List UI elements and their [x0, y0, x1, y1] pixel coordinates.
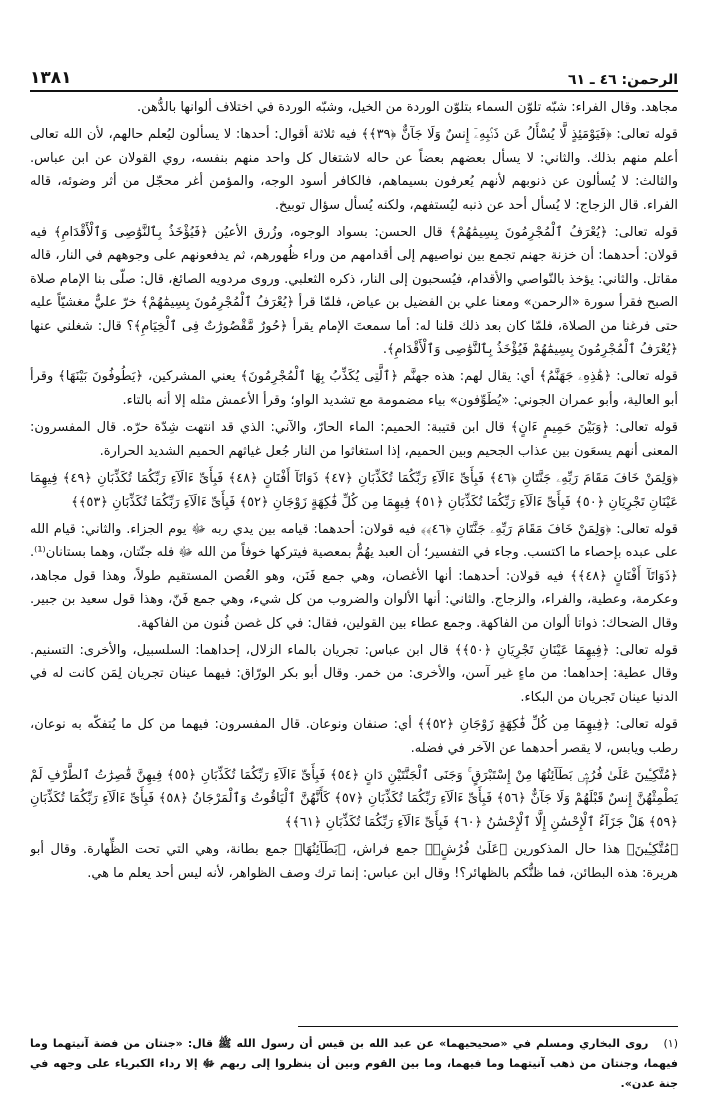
paragraph: قوله تعالى: ﴿وَبَيْنَ حَمِيمٍ ءَانٍ﴾ قال ابن قتيبة: الحميم: الماء الحارّ، والآني: الذي قد انتهت شِدّة حرّه. قال المفسرون: المعنى أنهم يسعَون بين عذاب الجحيم وبين الحميم، إذا استغاثوا من النار جُعل غياثهم الحميم الشديد الحرارة. [30, 420, 678, 459]
paragraph: قوله تعالى: ﴿هَٰذِهِۦ جَهَنَّمُ﴾ أي: يقال لهم: هذه جهنَّم ﴿ٱلَّتِى يُكَذِّبُ بِهَا ٱلْمُجْرِمُونَ﴾ يعني المشركين، ﴿يَطُوفُونَ بَيْنَهَا﴾ وقرأ أبو العالية، وأبو عمران الجوني: «يُطَوِّفون» بياء مضمومة مع تشديد الواو؛ وقرأ الأعمش مثله إلا أنه بالتاء. [30, 369, 678, 408]
page-number: ١٣٨١ [30, 68, 72, 88]
paragraph: قوله تعالى: ﴿فِيهِمَا عَيْنَانِ تَجْرِيَانِ ﴿٥٠﴾﴾ قال ابن عباس: تجريان بالماء الزلال، إحداهما: السلسبيل، والأخرى: التسنيم. وقال عطية: إحداهما: من ماءٍ غير آسن، والأخرى: من خمر. وقال أبو بكر الورّاق: فيهما عينان تجريان لِمَن كانت له في الدنيا عينان تَجريان من البكاء. [30, 642, 678, 705]
verse-block: ﴿وَلِمَنْ خَافَ مَقَامَ رَبِّهِۦ جَنَّتَانِ ﴿٤٦﴾ فَبِأَىِّ ءَالَآءِ رَبِّكُمَا تُكَذِّبَانِ ﴿٤٧﴾ ذَوَاتَآ أَفْنَانٍ ﴿٤٨﴾ فَبِأَىِّ ءَالَآءِ رَبِّكُمَا تُكَذِّبَانِ ﴿٤٩﴾ فِيهِمَا عَيْنَانِ تَجْرِيَانِ ﴿٥٠﴾ فَبِأَىِّ ءَالَآءِ رَبِّكُمَا تُكَذِّبَانِ ﴿٥١﴾ فِيهِمَا مِن كُلِّ فَٰكِهَةٍ زَوْجَانِ ﴿٥٢﴾ فَبِأَىِّ ءَالَآءِ رَبِّكُمَا تُكَذِّبَانِ ﴿٥٣﴾﴾ [30, 471, 678, 510]
running-title: الرحمن: ٤٦ ـ ٦١ [567, 72, 678, 88]
paragraph: قوله تعالى: ﴿يُعْرَفُ ٱلْمُجْرِمُونَ بِسِيمَٰهُمْ﴾ قال الحسن: بسواد الوجوه، وزُرق الأعيُن ﴿فَيُؤْخَذُ بِٱلنَّوَٰصِى وَٱلْأَقْدَامِ﴾ فيه قولان: أحدهما: أن خزنة جهنم تجمع بين نواصيهم إلى أقدامهم من وراء ظُهورهم، ثم يدفعونهم على وجوههم في النار، قاله مقاتل. والثاني: يؤخذ بالنّواصي والأقدام، فيُسحبون إلى النار، ذكره الثعلبي. وروى مردويه الصائغ، قال: صلّى بنا الإمام صلاة الصبح فقرأ سورة «الرحمن» ومعنا علي بن الفضيل بن عياض، فلمّا قرأ ﴿يُعْرَفُ ٱلْمُجْرِمُونَ بِسِيمَٰهُمْ﴾ خرّ عليٌّ مغشيّاً عليه حتى فرغنا من الصلاة، فلمّا كان بعد ذلك قلنا له: أما سمعتَ الإمام يقرأ ﴿حُورٌ مَّقْصُورَٰتٌ فِى ٱلْخِيَامِ﴾؟ قال: شغلني عنها ﴿يُعْرَفُ ٱلْمُجْرِمُونَ بِسِيمَٰهُمْ فَيُؤْخَذُ بِٱلنَّوَٰصِى وَٱلْأَقْدَامِ﴾. [30, 225, 678, 358]
paragraph: مجاهد. وقال الفراء: شبّه تلوّن السماء بتلوّن الوردة من الخيل، وشبّه الوردة في اختلاف ألوانها بالدُّهن. [136, 100, 678, 115]
footnote-divider [298, 1026, 678, 1027]
page-header [30, 58, 678, 92]
footnote-text: روى البخاري ومسلم في «صحيحيهما» عن عبد الله بن قيس أن رسول الله ﷺ قال: «جنتان من فضة آنيتهما وما فيهما، وجنتان من ذهب آنيتهما وما فيهما، وما بين القوم وبين أن ينظروا إلى ربهم ﷻ إلا رداء الكبرياء على وجهه في جنة عدن». [30, 1037, 678, 1090]
footnote [30, 1034, 678, 1094]
footnote-marker: (١) [663, 1037, 678, 1050]
paragraph: قوله تعالى: ﴿فِيهِمَا مِن كُلِّ فَٰكِهَةٍ زَوْجَانِ ﴿٥٢﴾﴾ أي: صنفان ونوعان. قال المفسرون: فيهما من كل ما يُتفكّه به نوعان، رطب ويابس، لا يقصر أحدهما عن الآخر في فضله. [30, 717, 678, 756]
paragraph: قوله تعالى: ﴿وَلِمَنْ خَافَ مَقَامَ رَبِّهِۦ جَنَّتَانِ ﴿٤٦﴾﴾ فيه قولان: أحدهما: قيامه بين يدي ربه ﷻ يوم الجزاء. والثاني: قيام الله على عبده بإحصاء ما اكتسب. وجاء في التفسير؛ أن العبد يهُمُّ بمعصية فيتركها خوفاً من الله ﷻ فله جنّتان، وهما بستانان⁽¹⁾. ﴿ذَوَاتَآ أَفْنَانٍ ﴿٤٨﴾﴾ فيه قولان: أحدهما: أنها الأغصان، وهي جمع فَنَن، وهو الغُصن المستقيم طولاً، وهذا قول مجاهد، وعكرمة، وعطية، والفراء، والزجاج. والثاني: أنها الألوان والضروب من كل شيء، وهي جمع فَنّ، وهذا قول سعيد بن جبير. وقال الضحاك: ذواتا ألوان من الفاكهة. وجمع عطاء بين القولين، فقال: في كل غصن فُنون من الفاكهة. [30, 521, 678, 631]
paragraph: ﴿مُتَّكِـِٔينَ﴾ هذا حال المذكورين ﴿عَلَىٰ فُرُشٍۭ﴾ جمع فراش، ﴿بَطَآئِنُهَا﴾ جمع بطانة، وهي التي تحت الظِّهارة. وقال أبو هريرة: هذه البطائن، فما ظنُّكم بالظهائر؟! وقال ابن عباس: إنما ترك وصف الظواهر، لأنه ليس أحد يعلم ما هي. [30, 842, 678, 881]
paragraph: قوله تعالى: ﴿فَيَوْمَئِذٍ لَّا يُسْأَلُ عَن ذَنۢبِهِۦٓ إِنسٌ وَلَا جَآنٌّ ﴿٣٩﴾﴾ فيه ثلاثة أقوال: أحدها: لا يسألون ليُعلم حالهم، لأن الله تعالى أعلم منهم بذلك. والثاني: لا يسأل بعضهم بعضاً عن حاله لاشتغال كل واحد منهم بنفسه، روي القولان عن ابن عباس. والثالث: لا يُسألون عن ذنوبهم لأنهم يُعرفون بسيماهم، فالكافر أسود الوجه، والمؤمن أغر محجّل من أثر وضوئه، قاله الفراء. قال الزجاج: لا يُسأل أحد عن ذنبه ليُستفهم، ولكنه يُسأل سؤال توبيخ. [30, 127, 678, 213]
main-text [30, 96, 678, 1011]
verse-block: ﴿مُتَّكِـِٔينَ عَلَىٰ فُرُشٍۭ بَطَآئِنُهَا مِنْ إِسْتَبْرَقٍ ۚ وَجَنَى ٱلْجَنَّتَيْنِ دَانٍ ﴿٥٤﴾ فَبِأَىِّ ءَالَآءِ رَبِّكُمَا تُكَذِّبَانِ ﴿٥٥﴾ فِيهِنَّ قَٰصِرَٰتُ ٱلطَّرْفِ لَمْ يَطْمِثْهُنَّ إِنسٌ قَبْلَهُمْ وَلَا جَآنٌّ ﴿٥٦﴾ فَبِأَىِّ ءَالَآءِ رَبِّكُمَا تُكَذِّبَانِ ﴿٥٧﴾ كَأَنَّهُنَّ ٱلْيَاقُوتُ وَٱلْمَرْجَانُ ﴿٥٨﴾ فَبِأَىِّ ءَالَآءِ رَبِّكُمَا تُكَذِّبَانِ ﴿٥٩﴾ هَلْ جَزَآءُ ٱلْإِحْسَٰنِ إِلَّا ٱلْإِحْسَٰنُ ﴿٦٠﴾ فَبِأَىِّ ءَالَآءِ رَبِّكُمَا تُكَذِّبَانِ ﴿٦١﴾﴾ [30, 767, 678, 830]
